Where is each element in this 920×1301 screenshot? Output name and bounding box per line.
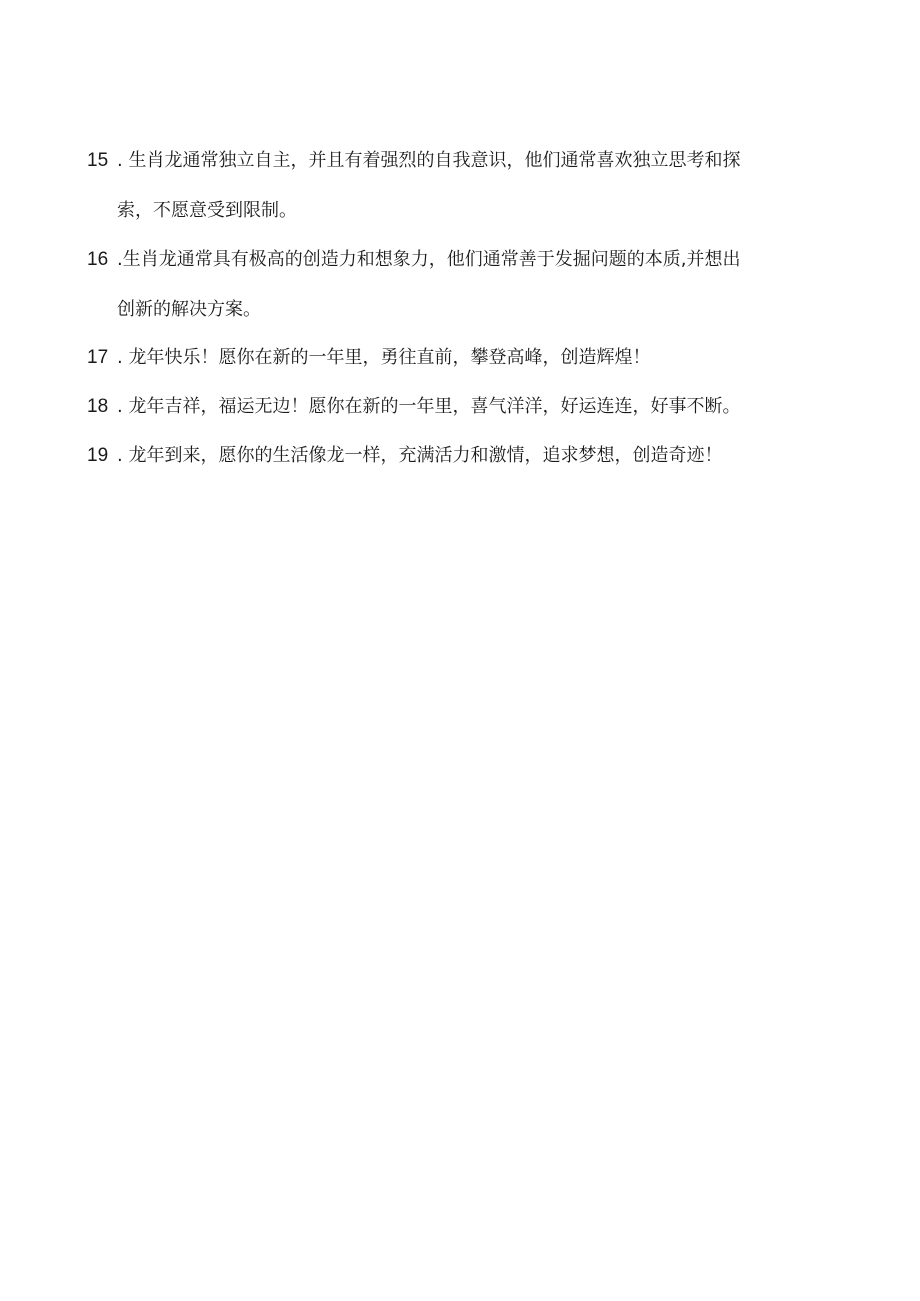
list-item [87,333,827,383]
item-line: . 生肖龙通常独立自主，并且有着强烈的自我意识，他们通常喜欢独立思考和探 [117,150,741,171]
item-line: . 龙年快乐！愿你在新的一年里，勇往直前，攀登高峰，创造辉煌！ [117,347,651,368]
list-item [87,431,827,481]
item-line-continuation: 索，不愿意受到限制。 [117,200,297,221]
item-text [87,382,827,432]
item-text [87,431,827,481]
item-number: 16 [87,249,109,270]
item-line: . 龙年到来，愿你的生活像龙一样，充满活力和激情，追求梦想，创造奇迹！ [117,445,723,466]
item-number: 17 [87,347,109,368]
item-number: 18 [87,396,109,417]
item-text [87,333,827,383]
item-text [87,235,827,335]
item-line: . 龙年吉祥，福运无边！愿你在新的一年里，喜气洋洋，好运连连，好事不断。 [117,396,741,417]
item-number: 19 [87,445,109,466]
item-number: 15 [87,150,109,171]
list-item [87,382,827,432]
item-line: .生肖龙通常具有极高的创造力和想象力，他们通常善于发掘问题的本质,并想出 [117,249,741,270]
item-text [87,136,827,236]
list-item [87,235,827,335]
list-item [87,136,827,236]
item-line-continuation: 创新的解决方案。 [117,299,261,320]
